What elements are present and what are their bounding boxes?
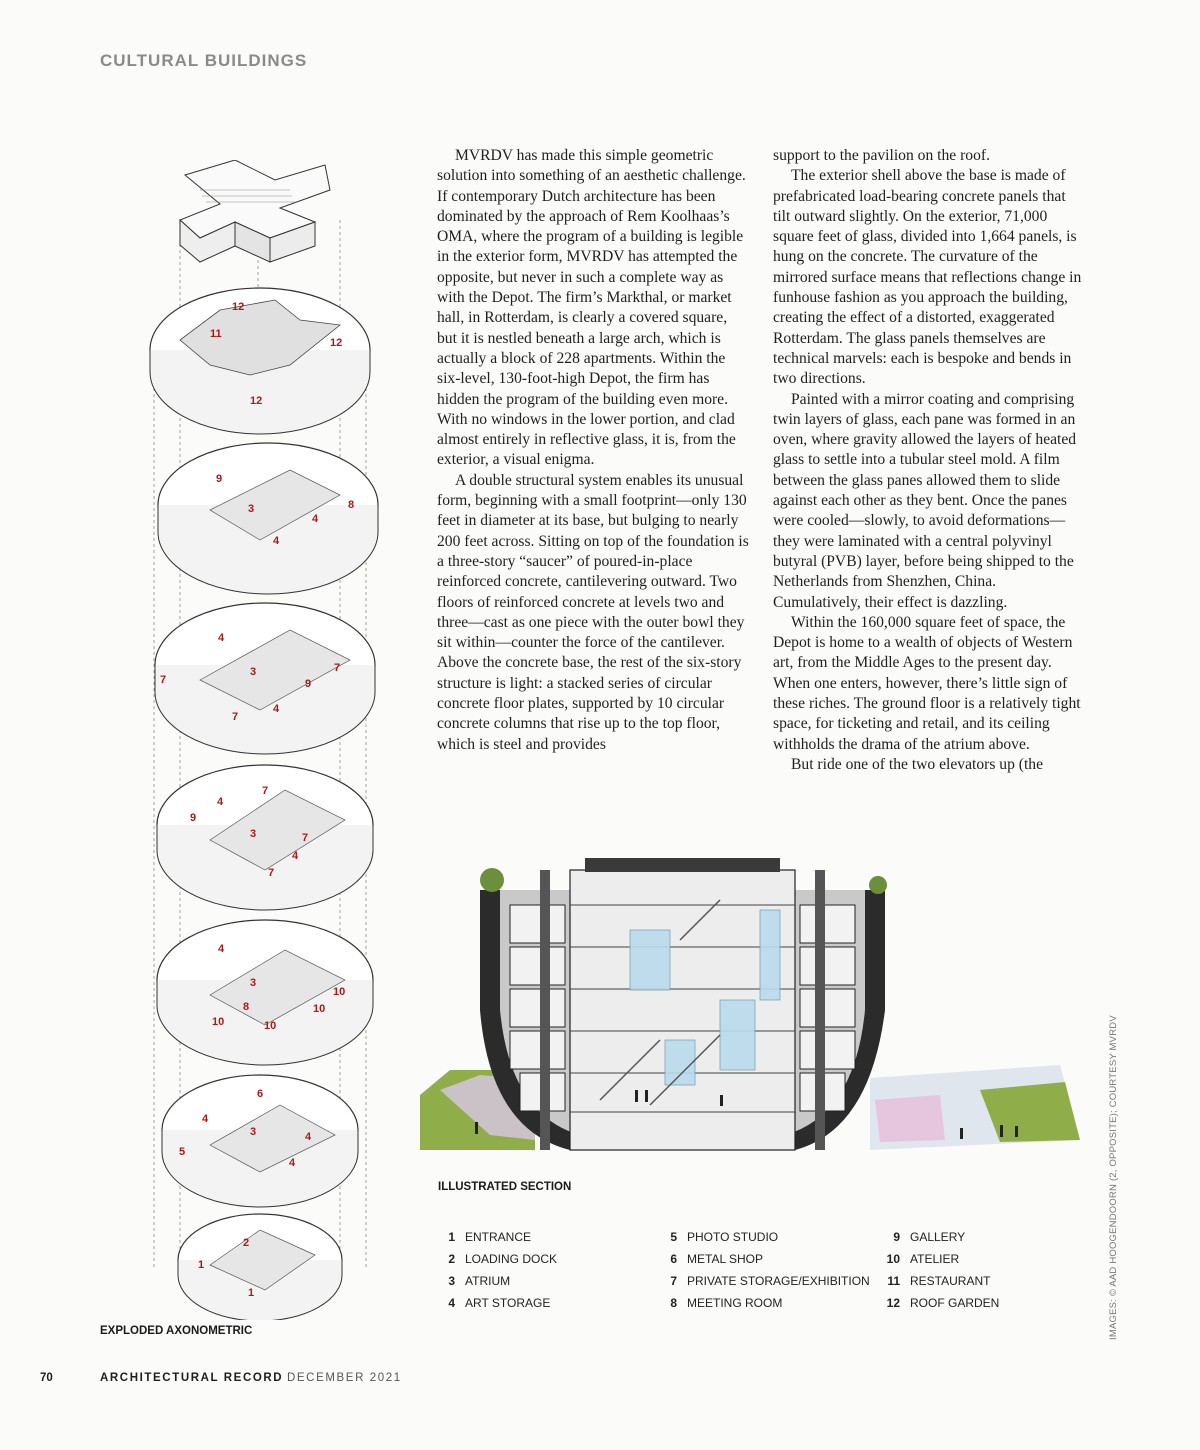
axon-label: 8 [348,499,355,511]
legend-label: LOADING DOCK [465,1252,558,1266]
axon-label: 3 [250,666,257,678]
axon-label: 7 [262,785,269,797]
legend-item [437,1274,510,1292]
legend-label: PHOTO STUDIO [687,1230,779,1244]
paragraph: Painted with a mirror coating and comprising twin layers of glass, each pane was formed in an oven, where gravity allowed the layers of heated glass to settle into a tubular steel mold. A film between the glass panes allowed them to slide against each other as they bent. Once the panes were cooled—slowly, to avoid deformations—they were laminated with a central polyvinyl butyral (PVB) layer, before being shipped to the Netherlands from Shenzhen, China. Cumulatively, their effect is dazzling. [773,390,1077,611]
axon-label: 10 [212,1016,225,1028]
article-column-left [437,146,749,755]
legend-number: 11 [887,1274,900,1288]
issue-date: DECEMBER 2021 [287,1372,402,1384]
axon-label: 11 [210,328,222,340]
axon-label: 1 [198,1259,205,1271]
axon-label: 4 [289,1157,296,1169]
axon-label: 4 [217,796,224,808]
axon-label: 5 [179,1146,186,1158]
legend-label: ENTRANCE [465,1230,532,1244]
axon-label: 2 [243,1237,250,1249]
legend-label: METAL SHOP [687,1252,764,1266]
legend-number: 9 [893,1230,900,1244]
legend-item [659,1252,763,1270]
legend-number: 4 [448,1296,455,1310]
magazine-name: ARCHITECTURAL RECORD [100,1372,284,1384]
legend [437,1230,1037,1320]
paragraph: Within the 160,000 square feet of space, the Depot is home to a wealth of objects of Western art, from the Middle Ages to the present day. When one enters, however, there’s little sign of these riches. The ground floor is a relatively tight space, for ticketing and retail, and its ceiling withholds the drama of the atrium above. [773,613,1081,753]
axon-level-1 [162,1075,358,1207]
axon-label: 3 [248,503,255,515]
axon-label: 4 [312,513,319,525]
axon-label: 4 [218,943,225,955]
axon-label: 12 [250,395,263,407]
legend-label: PRIVATE STORAGE/EXHIBITION [687,1274,870,1288]
axon-label: 10 [264,1020,277,1032]
legend-item [437,1230,531,1248]
legend-item [882,1230,965,1248]
axon-label: 3 [250,977,257,989]
legend-item [882,1252,959,1270]
legend-number: 3 [448,1274,455,1288]
illustrated-section-drawing [420,850,1090,1160]
axon-label: 4 [218,632,225,644]
axon-label: 12 [232,301,245,313]
paragraph: The exterior shell above the base is made of prefabricated load-bearing concrete panels that tilt outward slightly. On the exterior, 71,000 square feet of glass, divided into 1,664 panels, is hung on the concrete. The curvature of the mirrored surface means that reflections change in funhouse fashion as you approach the building, creating the effect of a distorted, exaggerated Rotterdam. The glass panels themselves are technical marvels: each is bespoke and bends in two directions. [773,167,1082,388]
paragraph: MVRDV has made this simple geometric solution into something of an aesthetic challenge. If contemporary Dutch architecture has been dominated by the approach of Rem Koolhaas’s OMA, where the program of a building is legible in the exterior form, MVRDV has attempted the opposite, but never in such a complete way as with the Depot. The firm’s Markthal, or market hall, in Rotterdam, is clearly a covered square, but it is nestled beneath a large arch, which is actually a block of 228 apartments. Within the six-level, 130-foot-high Depot, the firm has hidden the program of the building even more. With no windows in the lower portion, and clad almost entirely in reflective glass, it is, from the exterior, a visual enigma. [437,147,746,469]
axon-label: 3 [250,1126,257,1138]
legend-item [659,1230,778,1248]
image-credit: IMAGES: © AAD HOOGENDOORN (2, OPPOSITE); COURTESY MVRDV [1108,1015,1119,1340]
legend-number: 6 [670,1252,677,1266]
axon-label: 4 [273,535,280,547]
page-number: 70 [40,1372,53,1384]
axon-level-ground [178,1214,342,1320]
axon-level-roof [150,288,370,434]
axon-level-4 [155,603,375,754]
legend-item [882,1274,990,1292]
axon-label: 9 [190,812,197,824]
axon-label: 1 [248,1287,255,1299]
legend-label: ROOF GARDEN [910,1296,1000,1310]
exploded-axonometric-drawing [140,160,380,1320]
axon-label: 12 [330,337,343,349]
axon-level-5 [158,443,378,594]
section-tag: CULTURAL BUILDINGS [100,51,308,70]
legend-number: 8 [670,1296,677,1310]
legend-number: 1 [448,1230,455,1244]
legend-label: RESTAURANT [910,1274,991,1288]
axon-label: 7 [160,674,167,686]
legend-label: ART STORAGE [465,1296,551,1310]
paragraph: But ride one of the two elevators up (the [791,755,1044,773]
axon-label: 7 [268,867,275,879]
axon-label: 7 [232,711,239,723]
legend-label: ATRIUM [465,1274,511,1288]
axon-label: 4 [292,850,299,862]
axon-label: 7 [302,832,309,844]
legend-item [659,1296,782,1314]
legend-item [437,1252,557,1270]
legend-label: MEETING ROOM [687,1296,783,1310]
paragraph: support to the pavilion on the roof. [773,147,990,164]
legend-item [437,1296,550,1314]
legend-label: ATELIER [910,1252,960,1266]
axon-label: 9 [305,678,312,690]
axon-label: 6 [257,1088,264,1100]
legend-label: GALLERY [910,1230,966,1244]
legend-number: 5 [670,1230,677,1244]
axon-label: 4 [305,1131,312,1143]
axon-level-2 [157,920,373,1065]
legend-number: 2 [448,1252,455,1266]
axon-label: 9 [216,473,223,485]
axon-label: 7 [334,662,341,674]
legend-number: 7 [670,1274,677,1288]
axon-level-3 [157,765,373,910]
axon-label: 4 [202,1113,209,1125]
legend-item [659,1274,870,1292]
axon-label: 8 [243,1001,250,1013]
axon-label: 10 [313,1003,326,1015]
section-caption: ILLUSTRATED SECTION [438,1181,572,1193]
axon-label: 4 [273,703,280,715]
axon-label: 10 [333,986,346,998]
legend-number: 12 [886,1296,900,1310]
article-column-right [773,146,1085,775]
legend-number: 10 [886,1252,900,1266]
paragraph: A double structural system enables its unusual form, beginning with a small footprint—only 130 feet in diameter at its base, but bulging to nearly 200 feet across. Sitting on top of the foundation is a three-story “saucer” of poured-in-place reinforced concrete, cantilevering outward. Two floors of reinforced concrete at levels two and three—cast as one piece with the outer bowl they sit within—counter the force of the cantilever. Above the concrete base, the rest of the six-story structure is light: a stacked series of circular concrete floor plates, supported by 10 circular concrete columns that rise up to the top floor, which is steel and provides [437,471,749,753]
axon-label: 3 [250,828,257,840]
axonometric-caption: EXPLODED AXONOMETRIC [100,1325,253,1337]
legend-item [882,1296,999,1314]
